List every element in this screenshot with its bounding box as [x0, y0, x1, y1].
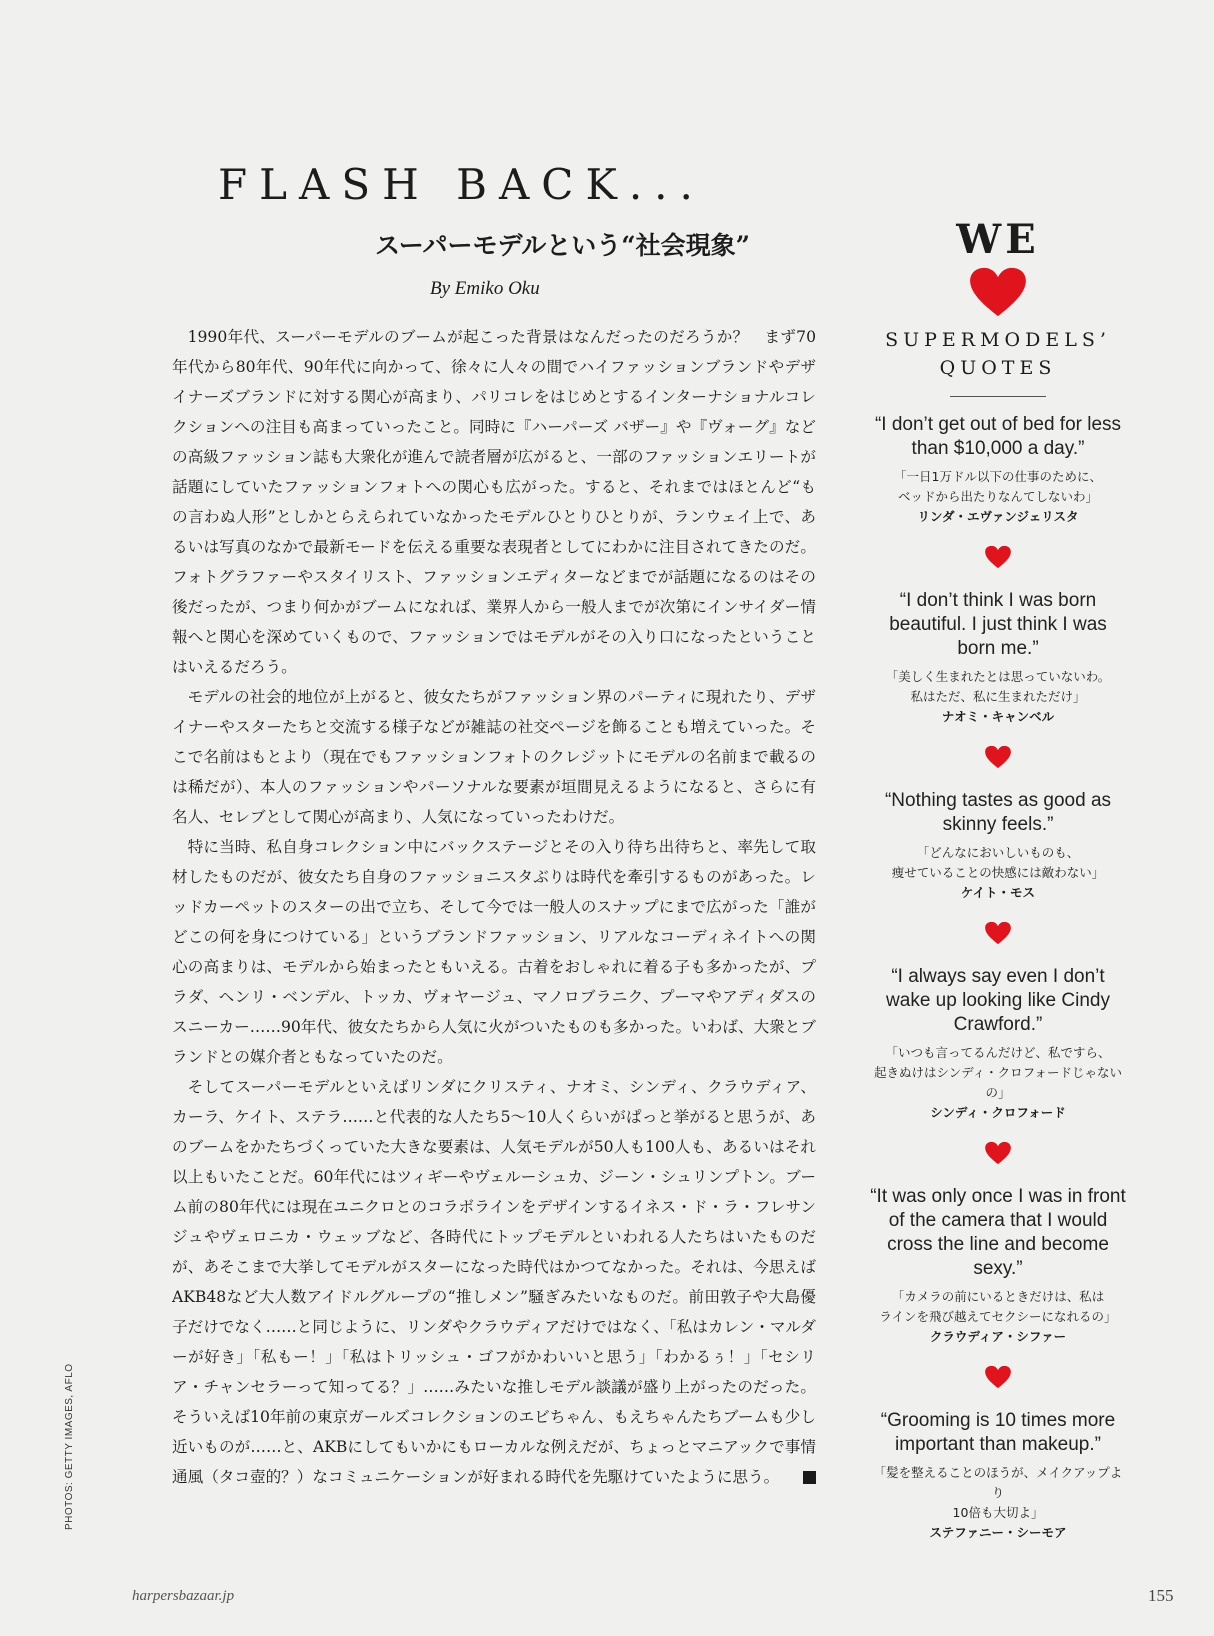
quote-author: ナオミ・キャンベル — [941, 709, 1055, 724]
heart-icon — [984, 1365, 1012, 1389]
quote-author: クラウディア・シファー — [929, 1329, 1067, 1344]
photo-credit: PHOTOS: GETTY IMAGES, AFLO — [64, 1363, 75, 1530]
page-title: FLASH BACK... — [218, 160, 705, 209]
sidebar-heading — [868, 326, 1128, 382]
quote-japanese — [868, 1043, 1128, 1103]
quote-english: “I always say even I don’t wake up looking like Cindy Crawford.” — [886, 966, 1110, 1035]
quote-japanese-line2: 10倍も大切よ」 — [952, 1505, 1044, 1520]
quote-japanese-line2: 痩せていることの快感には敵わない」 — [891, 865, 1105, 880]
paragraph-4 — [172, 1072, 816, 1492]
quote-japanese-line2: ベッドから出たりなんてしないわ」 — [897, 489, 1098, 504]
heart-icon — [984, 545, 1012, 569]
quote-english: “Grooming is 10 times more important than makeup.” — [880, 1410, 1116, 1455]
end-square-icon — [803, 1471, 816, 1484]
paragraph-3: 特に当時、私自身コレクション中にバックステージとその入り待ち出待ちと、率先して取材したものだが、彼女たち自身のファッショニスタぶりは時代を牽引するものがあった。レッドカーペットのスターの出で立ち、そして今では一般人のスナップにまで広がった「誰がどこの何を身につけている」というブランドファッション、リアルなコーディネイトへの関心の高まりは、モデルから始まったともいえる。古着をおしゃれに着る子も多かったが、プラダ、ヘンリ・ベンデル、トッカ、ヴォヤージュ、マノロブラニク、プーマやアディダスのスニーカー……90年代、彼女たちから人気に火がついたものも多かった。いわば、大衆とブランドとの媒介者ともなっていたのだ。 — [172, 838, 816, 1066]
heart-icon — [984, 921, 1012, 945]
paragraph-2: モデルの社会的地位が上がると、彼女たちがファッション界のパーティに現れたり、デザイナーやスターたちと交流する様子などが雑誌の社交ページを飾ることも増えていった。そこで名前はもとより（現在でもファッションフォトのクレジットにモデルの名前まで載るのは稀だが）、本人のファッションやパーソナルな要素が垣間見えるようになると、さらに有名人、セレブとして関心が高まり、人気になっていったわけだ。 — [172, 688, 816, 826]
quote-japanese-line1: 「いつも言ってるんだけど、私ですら、 — [885, 1045, 1111, 1060]
quote-author: リンダ・エヴァンジェリスタ — [917, 509, 1079, 524]
sidebar-heading-line2: QUOTES — [939, 357, 1057, 379]
quotes-sidebar — [868, 218, 1128, 1543]
quote-item — [868, 965, 1128, 1123]
quote-japanese-line1: 「一日1万ドル以下の仕事のために、 — [894, 469, 1102, 484]
quote-english: “I don’t get out of bed for less than $10,000 a day.” — [874, 414, 1122, 459]
quote-japanese-line1: 「カメラの前にいるときだけは、私は — [891, 1289, 1105, 1304]
quote-english: “Nothing tastes as good as skinny feels.” — [884, 790, 1112, 835]
quote-author: ケイト・モス — [960, 885, 1036, 900]
quote-item — [868, 589, 1128, 727]
quote-japanese-line1: 「どんなにおいしいものも、 — [916, 845, 1080, 860]
quote-japanese — [868, 467, 1128, 507]
sidebar-divider — [950, 396, 1046, 397]
paragraph-4-text: そしてスーパーモデルといえばリンダにクリスティ、ナオミ、シンディ、クラウディア、カーラ、ケイト、ステラ……と代表的な人たち5〜10人くらいがぱっと挙がると思うが、あのブームをかたちづくっていた大きな要素は、人気モデルが50人も100人も、あるいはそれ以上もいたことだ。60年代にはツィギーやヴェルーシュカ、ジーン・シュリンプトン。ブーム前の80年代には現在ユニクロとのコラボラインをデザインするイネス・ド・ラ・フレサンジュやヴェロニカ・ウェッブなど、各時代にトップモデルといわれる人たちはいたものだが、あそこまで大挙してモデルがスターになった時代はかつてなかった。それは、今思えばAKB48など大人数アイドルグループの“推しメン”騒ぎみたいなものだ。前田敦子や大島優子だけでなく……と同じように、リンダやクラウディアだけではなく、「私はカレン・マルダーが好き」「私もー！」「私はトリッシュ・ゴフがかわいいと思う」「わかるぅ！」「セシリア・チャンセラーって知ってる？」……みたいな推しモデル談議が盛り上がったのだった。そういえば10年前の東京ガールズコレクションのエビちゃん、もえちゃんたちブームも少し近いものが……と、AKBにしてもいかにもローカルな例えだが、ちょっとマニアックで事情通風（タコ壺的？）なコミュニケーションが好まれる時代を先駆けていたように思う。 — [172, 1078, 816, 1486]
quote-japanese-line1: 「髪を整えることのほうが、メイクアップより — [873, 1465, 1123, 1500]
quote-japanese — [868, 667, 1128, 707]
quote-item — [868, 1409, 1128, 1543]
quote-japanese-line2: ラインを飛び越えてセクシーになれるの」 — [879, 1309, 1117, 1324]
article-subtitle: スーパーモデルという“社会現象” — [375, 231, 751, 260]
byline: By Emiko Oku — [430, 278, 540, 299]
quote-author: シンディ・クロフォード — [930, 1105, 1066, 1120]
sidebar-we: WE — [956, 216, 1040, 263]
quote-author: ステファニー・シーモア — [929, 1525, 1067, 1540]
quote-english: “I don’t think I was born beautiful. I just think I was born me.” — [889, 590, 1107, 659]
quote-japanese-line2: 私はただ、私に生まれただけ」 — [910, 689, 1086, 704]
heart-icon — [984, 1141, 1012, 1165]
quote-japanese — [868, 1287, 1128, 1327]
quote-item — [868, 413, 1128, 527]
quote-japanese-line2: 起きぬけはシンディ・クロフォードじゃないの」 — [873, 1065, 1123, 1100]
page-number: 155 — [1148, 1586, 1174, 1605]
quote-japanese — [868, 843, 1128, 883]
footer-site: harpersbazaar.jp — [132, 1588, 235, 1604]
article-body — [172, 322, 816, 1492]
heart-icon — [984, 745, 1012, 769]
quote-japanese — [868, 1463, 1128, 1523]
paragraph-1: 1990年代、スーパーモデルのブームが起こった背景はなんだったのだろうか？ まず70年代から80年代、90年代に向かって、徐々に人々の間でハイファッションブランドやデザイナーズブランドに対する関心が高まり、パリコレをはじめとするインターナショナルコレクションへの注目も高まっていったこと。同時に『ハーパーズ バザー』や『ヴォーグ』などの高級ファッション誌も大衆化が進んで読者層が広がると、一部のファッションエリートが話題にしていたファッションフォトへの関心も広がった。すると、それまではほとんど“もの言わぬ人形”としかとらえられていなかったモデルひとりひとりが、ランウェイ上で、あるいは写真のなかで最新モードを伝える重要な表現者としてにわかに注目されてきたのだ。フォトグラファーやスタイリスト、ファッションエディターなどまでが話題になるのはその後だったが、つまり何かがブームになれば、業界人から一般人までが次第にインサイダー情報へと関心を深めていくもので、ファッションではモデルがその入り口になったということはいえるだろう。 — [172, 328, 816, 676]
quote-item — [868, 789, 1128, 903]
heart-icon — [968, 266, 1028, 318]
sidebar-heading-line1: SUPERMODELS’ — [885, 329, 1111, 351]
quote-japanese-line1: 「美しく生まれたとは思っていないわ。 — [885, 669, 1111, 684]
quote-item — [868, 1185, 1128, 1347]
quote-english: “It was only once I was in front of the camera that I would cross the line and become sexy.” — [870, 1186, 1126, 1279]
